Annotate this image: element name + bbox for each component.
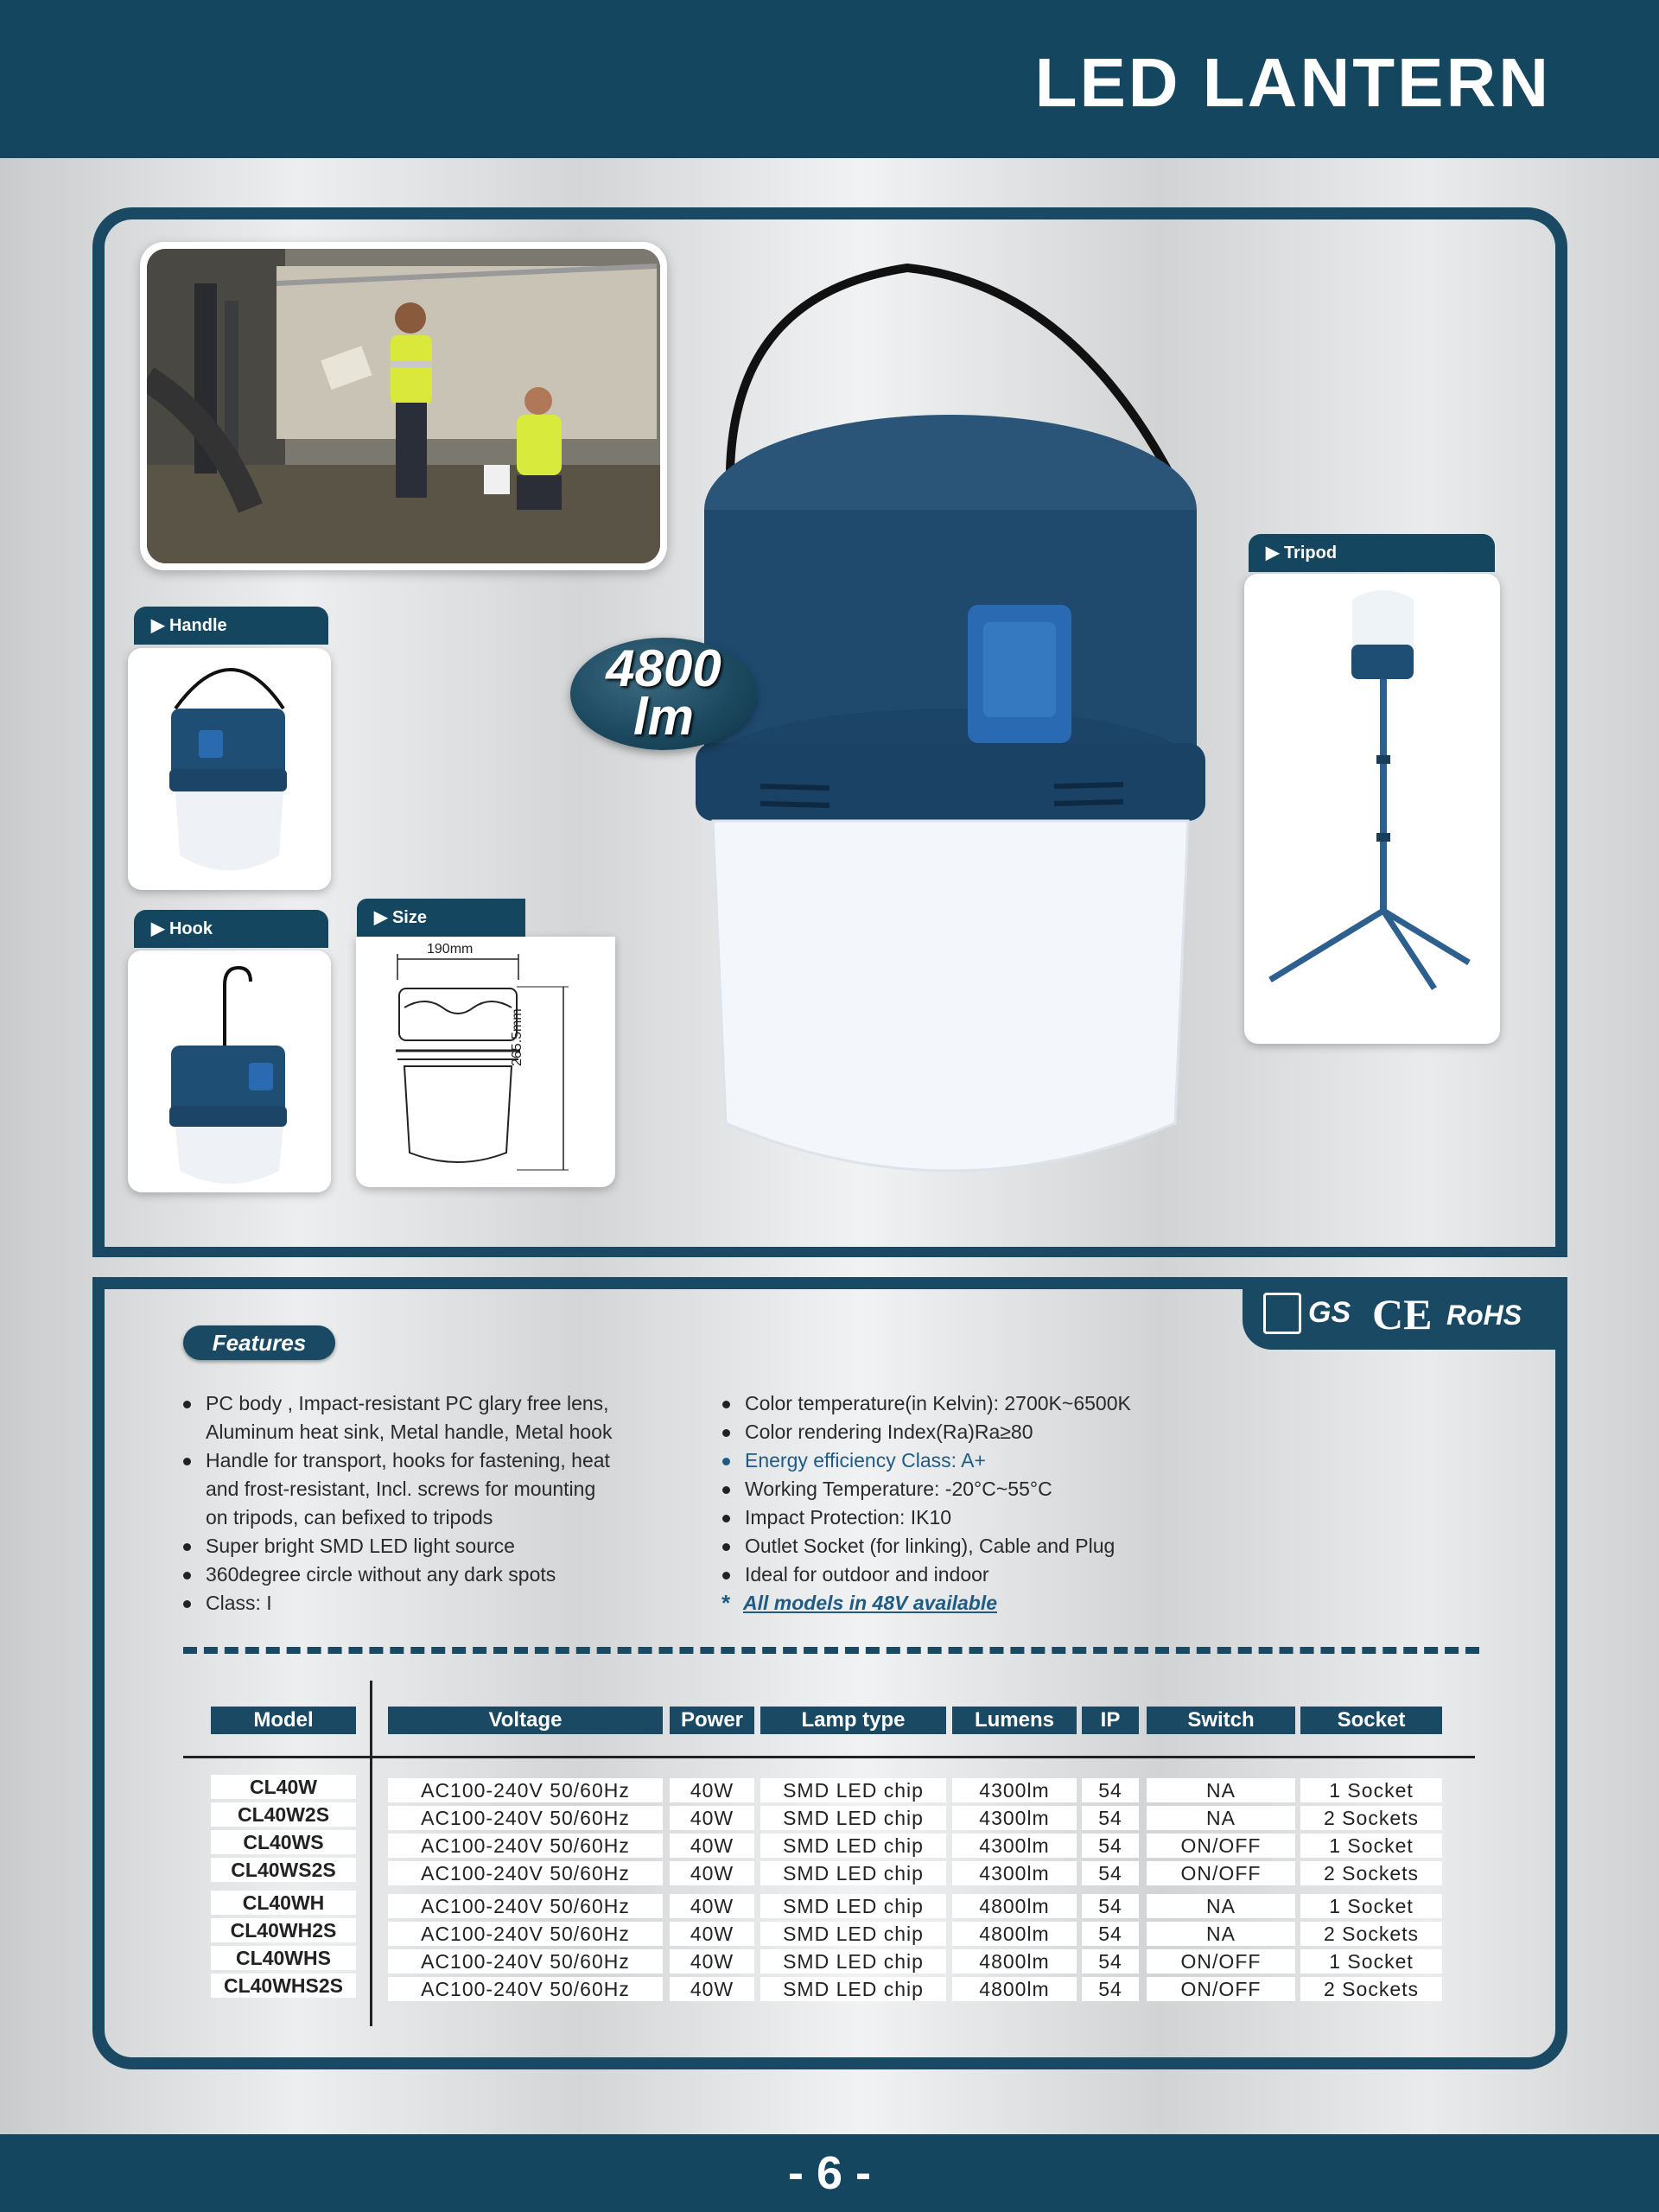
table-cell: 54 <box>1082 1977 1139 2001</box>
play-icon: ▶ <box>151 616 169 635</box>
table-cell: 4800lm <box>952 1922 1077 1946</box>
table-row-model: CL40WHS <box>211 1946 356 1970</box>
table-cell: AC100-240V 50/60Hz <box>388 1894 663 1918</box>
list-item: Ideal for outdoor and indoor <box>721 1560 1239 1589</box>
size-width-label: 190mm <box>427 942 474 957</box>
table-cell: ON/OFF <box>1147 1949 1295 1974</box>
table-cell: 40W <box>670 1977 754 2001</box>
table-row-model: CL40WH <box>211 1891 356 1915</box>
table-cell: 2 Sockets <box>1300 1861 1442 1885</box>
list-item: Color rendering Index(Ra)Ra≥80 <box>721 1418 1239 1446</box>
table-cell: ON/OFF <box>1147 1834 1295 1858</box>
col-header-lamp-type: Lamp type <box>760 1707 946 1734</box>
table-cell: 1 Socket <box>1300 1834 1442 1858</box>
table-cell: 4300lm <box>952 1806 1077 1830</box>
col-header-ip: IP <box>1082 1707 1139 1734</box>
certification-bar <box>1243 1277 1555 1350</box>
table-cell: 54 <box>1082 1949 1139 1974</box>
table-cell: SMD LED chip <box>760 1922 946 1946</box>
list-item: 360degree circle without any dark spots <box>181 1560 665 1589</box>
table-cell: SMD LED chip <box>760 1949 946 1974</box>
models-note: * All models in 48V available <box>721 1589 1239 1618</box>
handle-label: Handle <box>168 616 227 635</box>
table-row-model: CL40WS2S <box>211 1858 356 1882</box>
col-header-power: Power <box>670 1707 754 1734</box>
table-divider-horizontal <box>183 1756 1475 1758</box>
table-cell: NA <box>1147 1778 1295 1802</box>
list-item: Color temperature(in Kelvin): 2700K~6500K <box>721 1389 1239 1418</box>
lumen-unit: lm <box>632 688 695 746</box>
table-cell: 40W <box>670 1834 754 1858</box>
tab-tripod <box>1249 534 1495 572</box>
table-cell: SMD LED chip <box>760 1977 946 2001</box>
table-cell: 4300lm <box>952 1778 1077 1802</box>
table-cell: SMD LED chip <box>760 1894 946 1918</box>
table-cell: 40W <box>670 1949 754 1974</box>
table-cell: 4300lm <box>952 1834 1077 1858</box>
table-cell: 54 <box>1082 1834 1139 1858</box>
table-cell: 1 Socket <box>1300 1894 1442 1918</box>
table-row-model: CL40W2S <box>211 1802 356 1827</box>
list-item: Energy efficiency Class: A+ <box>721 1446 1239 1475</box>
table-cell: ON/OFF <box>1147 1861 1295 1885</box>
table-cell: SMD LED chip <box>760 1778 946 1802</box>
list-item: Outlet Socket (for linking), Cable and Plug <box>721 1532 1239 1560</box>
features-list-right <box>721 1389 1239 1618</box>
list-item: Working Temperature: -20°C~55°C <box>721 1475 1239 1503</box>
table-cell: AC100-240V 50/60Hz <box>388 1778 663 1802</box>
table-cell: SMD LED chip <box>760 1806 946 1830</box>
tab-hook <box>134 910 328 948</box>
tuv-icon <box>1263 1293 1301 1334</box>
table-cell: NA <box>1147 1806 1295 1830</box>
table-cell: 1 Socket <box>1300 1949 1442 1974</box>
col-header-voltage: Voltage <box>388 1707 663 1734</box>
hook-view-image <box>128 950 331 1192</box>
play-icon: ▶ <box>1266 543 1284 563</box>
col-header-switch: Switch <box>1147 1707 1295 1734</box>
list-item: Super bright SMD LED light source <box>181 1532 665 1560</box>
table-cell: 54 <box>1082 1806 1139 1830</box>
table-divider-vertical <box>370 1681 372 2026</box>
list-item: Impact Protection: IK10 <box>721 1503 1239 1532</box>
handle-view-image <box>128 648 331 890</box>
table-cell: 4800lm <box>952 1977 1077 2001</box>
list-item: Handle for transport, hooks for fastening, heat and frost-resistant, Incl. screws for mounting on tripods, can befixed to tripods <box>181 1446 665 1532</box>
hook-label: Hook <box>168 919 213 938</box>
ce-mark: CE <box>1372 1290 1433 1338</box>
table-row-model: CL40WS <box>211 1830 356 1854</box>
lumen-badge <box>570 638 757 750</box>
table-cell: 40W <box>670 1861 754 1885</box>
table-cell: SMD LED chip <box>760 1861 946 1885</box>
table-cell: NA <box>1147 1894 1295 1918</box>
section-divider <box>183 1647 1479 1654</box>
tripod-label: Tripod <box>1283 543 1338 563</box>
play-icon: ▶ <box>374 908 392 927</box>
tab-size <box>357 899 525 937</box>
features-heading: Features <box>183 1325 335 1360</box>
page-number: - 6 - <box>787 2147 871 2199</box>
table-cell: 54 <box>1082 1922 1139 1946</box>
table-cell: 54 <box>1082 1778 1139 1802</box>
rohs-mark: RoHS <box>1446 1300 1522 1331</box>
size-label: Size <box>391 908 427 927</box>
page-title: LED LANTERN <box>1034 44 1551 121</box>
tripod-view-image <box>1244 574 1500 1044</box>
product-lantern-image <box>691 259 1210 1192</box>
table-cell: ON/OFF <box>1147 1977 1295 2001</box>
tab-handle <box>134 607 328 645</box>
table-row-model: CL40W <box>211 1775 356 1799</box>
table-cell: NA <box>1147 1922 1295 1946</box>
gs-mark: GS <box>1308 1296 1351 1329</box>
table-row-model: CL40WH2S <box>211 1918 356 1942</box>
size-height-label: 265.5mm <box>510 1008 524 1066</box>
play-icon: ▶ <box>151 919 169 938</box>
table-cell: AC100-240V 50/60Hz <box>388 1806 663 1830</box>
table-cell: 1 Socket <box>1300 1778 1442 1802</box>
table-cell: 2 Sockets <box>1300 1977 1442 2001</box>
table-cell: AC100-240V 50/60Hz <box>388 1834 663 1858</box>
table-cell: 54 <box>1082 1861 1139 1885</box>
table-cell: SMD LED chip <box>760 1834 946 1858</box>
table-cell: 4800lm <box>952 1949 1077 1974</box>
table-cell: 4800lm <box>952 1894 1077 1918</box>
table-cell: AC100-240V 50/60Hz <box>388 1922 663 1946</box>
table-row-model: CL40WHS2S <box>211 1974 356 1998</box>
table-cell: AC100-240V 50/60Hz <box>388 1949 663 1974</box>
col-header-lumens: Lumens <box>952 1707 1077 1734</box>
col-header-socket: Socket <box>1300 1707 1442 1734</box>
col-header-model: Model <box>211 1707 356 1734</box>
lumen-value: 4800 <box>606 639 721 697</box>
size-diagram <box>356 937 615 1187</box>
list-item: Class: I <box>181 1589 665 1618</box>
table-cell: 40W <box>670 1778 754 1802</box>
table-cell: 2 Sockets <box>1300 1806 1442 1830</box>
table-cell: 40W <box>670 1894 754 1918</box>
list-item: PC body , Impact-resistant PC glary free lens, Aluminum heat sink, Metal handle, Metal hook <box>181 1389 665 1446</box>
table-cell: 2 Sockets <box>1300 1922 1442 1946</box>
table-cell: 40W <box>670 1922 754 1946</box>
table-cell: AC100-240V 50/60Hz <box>388 1977 663 2001</box>
application-photo <box>140 242 667 570</box>
features-list-left <box>181 1389 665 1618</box>
table-cell: AC100-240V 50/60Hz <box>388 1861 663 1885</box>
table-cell: 4300lm <box>952 1861 1077 1885</box>
table-cell: 40W <box>670 1806 754 1830</box>
table-cell: 54 <box>1082 1894 1139 1918</box>
